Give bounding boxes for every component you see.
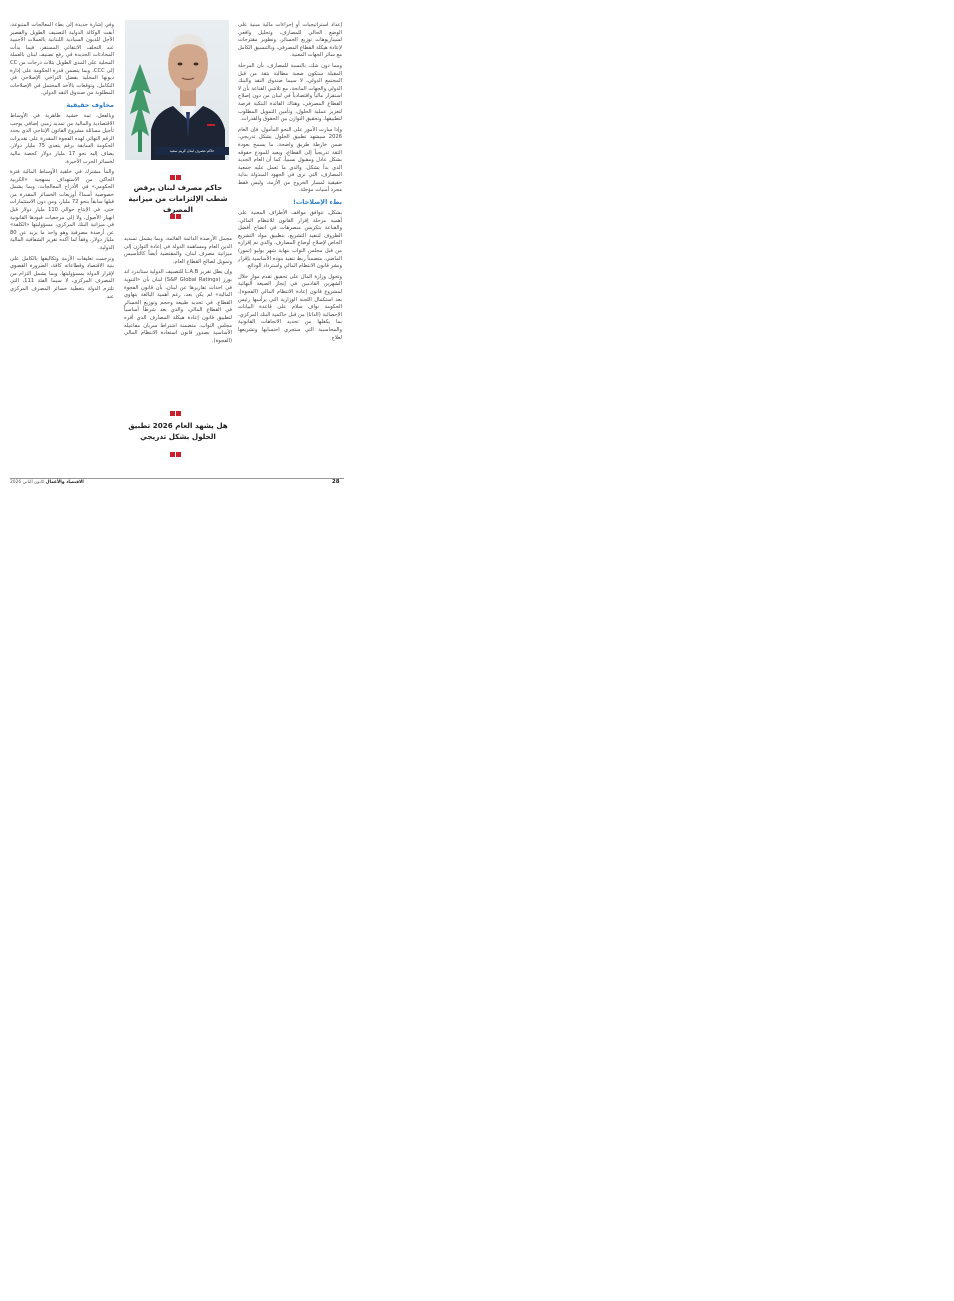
red-square-icon <box>170 411 175 416</box>
paragraph: ومما دون شك، بالنسبة للمصارف، بأن المرحلة المقبلة ستكون صعبة مطالبة بثقة من قبل المجتمع الدولي، لا سيما صندوق النقد والبنك الدولي والجهات المانحة، مع تلاشي القناعة بأن لا استقرار مالياً واقتصادياً في لبنان من دون إصلاح القطاع المصرفي، وهناك الفائدة البنكية فرصة لتعزيز عملية الحلول، وتأمين التمويل المطلوب لتطبيقها، وتحقيق التوازن بين الحقوق والقدرات. <box>238 62 342 123</box>
pull-quote: حاكم مصرف لبنان يرفض شطب الإلتزامات من ميزانية المصرف <box>128 183 228 214</box>
paragraph: وترجمت تعليقات الأزمة وتكاليفها بالكامل على بنية الاقتصاد وقطاعاته كافة، الضرورة القصوى لإقرار الدولة بمسؤوليتها، وبما يشمل التزام من المصرف المركزي، لا سيما الفئة 111، التي تلتزم الدولة بتغطية خسائر المصرف المركزي عند <box>10 255 115 300</box>
portrait-photo <box>125 20 229 160</box>
red-square-icon <box>176 452 181 457</box>
red-square-icon <box>170 214 175 219</box>
page-number: 28 <box>332 479 340 485</box>
article-column-middle <box>124 236 232 348</box>
paragraph: بشكل، تتوافق مواقف الأطراف المعنية على أهمية مرحلة إقرار القانون للانتظام المالي، والقناعة بتكريس منصرهات في انضاج أفضل الظروف لتنفيذ التشريع، بتطبيق مواد التشريع الخاص لإصلاح أوضاع المصارف، والذي تم إقراره من قبل مجلس النواب بنهاية شهر يوليو (تموز) الماضي، متضمناً ربط تنفيذ بنوده الأساسية بإقرار ونشر قانون الانتظام المالي واسترداد الودائع. <box>238 210 342 270</box>
red-square-icon <box>176 411 181 416</box>
section-subhead: بطء الإصلاحات! <box>292 198 342 207</box>
photo-caption: حاكم مصرف لبنان كريم سعيد <box>155 147 229 155</box>
red-square-icon <box>170 175 175 180</box>
paragraph: وإذا سارت الأمور على النحو المأمول، فإن العام 2026 سيشهد تطبيق الحلول بشكل تدريجي، ضمن خارطة طريق واضحة، ما يسمح بعودة الثقة تدريجياً إلى القطاع، ويعيد للمودع حقوقه بشكل عادل ومقبول نسبياً، كما أن العام الجديد الذي بدأ يشكل، والذي ما تعمل عليه جمعية المصارف، التي ترى في الجهود المبذولة بداية حقيقية لمسار الخروج من الأزمة، وليس فقط مجرد أمنيات مؤجلة. <box>238 126 342 194</box>
paragraph: وتحول وزارة المال على تحقيق تقدم موازٍ خلال الشهرين القادمين في إنجاز الصيغة النهائية لمشروع قانون إعادة الانتظام المالي (الفجوة)، بعد استكمال اللجنة الوزارية التي يرأسها رئيس الحكومة نواف سلام على قاعدة البيانات الإحصائية (الداتا) من قبل حاكمية البنك المركزي، بما يكفلها من تحديد الاتجاهات القانونية والمحاسبية التي ستجري احتسابها وتشريعها لعلاج <box>238 273 342 341</box>
paragraph: وإن يظل تقرير L.A.B للتصنيف الدولية ستاندرد اند بورز (S&P Global Ratings) لبنان بأن «التنوية في احداث تقاريرها عن لبنان، بأن قانون الفجوة المالية» لم يكن بعد، رغم أهمية البالغة بتهاوي القطاع. في تحديد طبيعة وحجم وتوزيع الخسائر في القطاع المالي، والذي بعد شرطاً أساسياً لتطبيق قانون إعادة هيكلة المصارف الذي أقره مجلس النواب، متضمنة اشتراط سريان مفاعيله الأساسية بصدور قانون استعادة الانتظام المالي (الفجوة). <box>124 269 233 344</box>
publication-name: الاقتصاد والأعمال <box>45 480 84 485</box>
paragraph: وفي إشارة جديدة إلى بطء المعالجات المتبوعة، أبقت الوكالة الدولية التصنيف الطويل والقصير الأجل للديون السيادية اللبنانية بالعملات الأجنبية عند التخلف الانتقائي المستقر، فيما بدأت المحادثات الجديدة في رفع تصنيف لبنان بالعملة المحلية على المدى الطويل بثلاث درجات من CC إلى CCC، وبما يتضمن قدرة الحكومة على إدارة ديونها المحلية بفضل التراخي الإصلاحي في التكامل، وتوقعات بالأخذ المحتمل في الإصلاحات المطلوبة من صندوق النقد الدولي. <box>10 22 114 97</box>
footer-publication <box>10 480 84 485</box>
footer-divider <box>10 478 344 479</box>
red-square-icon <box>176 214 181 219</box>
section-subhead: مخاوف حقيقية <box>66 100 114 109</box>
issue-date: كانون الثاني 2026 <box>10 480 45 485</box>
pull-quote: هل يشهد العام 2026 تطبيق الحلول بشكل تدريجي <box>128 421 228 441</box>
paragraph: والمأ مشترك في خلفية الأوساط المالية فترة الحاكي من الاستهداف بمنهجية «الكربية الحكومي» في الأذراح المعالجات، وبما يشمل خصوصية أسماءً أوزيعات الخسائر المقدرة من قبلها سابقاً بنحو 72 مليار، ومن دون الاستثمارات حتى، في الإنتاج حوالي 110 مليار دولار قبل انهيار الأصول، ولا إلى مرجعيات قيودها القانونية في ميزانية البنك المركزي، مسؤوليتها «الكلفة» عن أرصدة مصرفية وهو واحد ما يزيد عن 80 مليار دولار، وفقاً لما أكده تقرير الشفافية المالية الدولية. <box>10 169 115 252</box>
paragraph: إعداد استراتيجيات أو إجراءات مالية مبنية على الوضع الحالي للمصارف، وتحليل واقعي لسيناريوهات توزيع الخسائر، وتطوير مقترحات لإعادة هيكلة القطاع المصرفي، وبالتنسيق الكامل مع سائر الجهات المعنية. <box>238 22 342 59</box>
article-column-right <box>238 22 342 345</box>
article-column-left <box>10 22 114 304</box>
paragraph: وبالفعل، ثمة خشية ظاهرية في الأوساط الاقتصادية والمالية من تمديد زمني إضافي يوجب تأجيل مسائلة مشروع القانون الإنتاجي الذي يحدد الرقم النهائي لهذه الفجوة المقدرة على تقديرات الحكومة السابقة برقم يتعدى 75 مليار دولار، يضاف إليه نحو 17 مليار دولار كحصة مالية لخسائر الحرب الأخيرة. <box>10 112 114 165</box>
red-square-icon <box>176 175 181 180</box>
person-portrait-icon <box>147 20 229 160</box>
paragraph: مجمل الأرصدة الدائمة القائمة، وبما يشمل تسديد الدين العام ومساهمة الدولة في إعادة التوازن إلى ميزانية مصرف لبنان، والمقتضية أيضاً كالتأسيس وتمويل لصالح القطاع العام. <box>124 236 232 265</box>
red-square-icon <box>170 452 175 457</box>
